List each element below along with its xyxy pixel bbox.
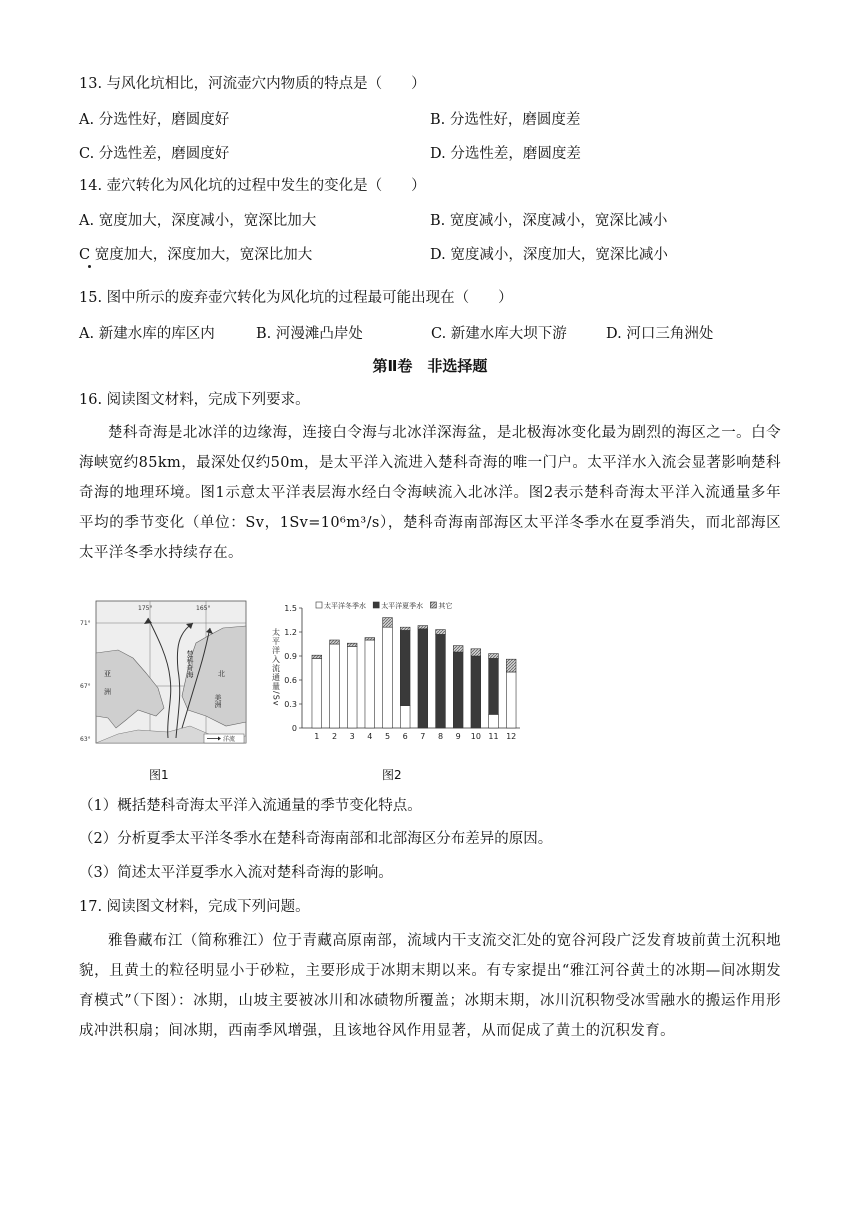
q14-option-b[interactable]: B. 宽度减小，深度减小，宽深比减小	[430, 213, 668, 229]
bar-winter	[330, 644, 340, 728]
q13-option-d[interactable]: D. 分选性差，磨圆度差	[430, 146, 581, 162]
bar-summer	[453, 652, 463, 728]
x-tick-label: 8	[437, 732, 444, 741]
q16-passage	[79, 418, 781, 568]
q14-option-d[interactable]: D. 宽度减小，深度加大，宽深比减小	[430, 247, 668, 263]
q16-sub1: （1）概括楚科奇海太平洋入流通量的季节变化特点。	[79, 798, 422, 814]
bar-other	[383, 618, 393, 628]
y-axis-label: 太平洋入流通量/Sv	[271, 628, 281, 707]
q13-stem: 13. 与风化坑相比，河流壶穴内物质的特点是（ ）	[79, 76, 426, 92]
bar-other	[489, 654, 499, 659]
y-tick-label: 1.5	[284, 604, 297, 613]
bar-other	[471, 649, 481, 656]
q16-stem: 16. 阅读图文材料，完成下列要求。	[79, 392, 310, 408]
x-tick-label: 7	[420, 732, 426, 741]
bar-winter	[489, 714, 499, 728]
q14-option-a[interactable]: A. 宽度加大，深度减小，宽深比加大	[79, 213, 317, 229]
stray-dot	[88, 265, 91, 268]
lon-label-175: 175°	[138, 605, 153, 612]
bar-other	[347, 643, 357, 646]
lat-label-63: 63°	[80, 736, 91, 743]
q15-option-b[interactable]: B. 河漫滩凸岸处	[256, 326, 363, 342]
q17-stem: 17. 阅读图文材料，完成下列问题。	[79, 899, 310, 915]
legend-label: 太平洋冬季水	[324, 602, 366, 610]
y-tick-label: 0.9	[284, 652, 297, 661]
bar-summer	[418, 629, 428, 728]
bar-other	[312, 655, 322, 658]
x-tick-label: 4	[367, 732, 373, 741]
x-tick-label: 12	[506, 732, 517, 741]
q13-option-a[interactable]: A. 分选性好，磨圆度好	[79, 112, 230, 128]
fig2-caption: 图2	[382, 768, 402, 782]
q13-option-b[interactable]: B. 分选性好，磨圆度差	[430, 112, 581, 128]
lat-label-71: 71°	[80, 620, 91, 627]
x-tick-label: 3	[349, 732, 355, 741]
y-tick-label: 0	[291, 724, 297, 733]
q15-option-c[interactable]: C. 新建水库大坝下游	[431, 326, 567, 342]
q15-option-d[interactable]: D. 河口三角洲处	[606, 326, 714, 342]
legend-swatch	[430, 602, 436, 608]
bar-summer	[400, 630, 410, 705]
map-label-chukchi-sea: 楚科奇海	[186, 650, 194, 678]
bar-other	[330, 640, 340, 644]
bar-summer	[489, 658, 499, 714]
map-label-na-2: 美洲	[214, 694, 222, 708]
q17-passage	[79, 926, 781, 1046]
bar-summer	[436, 634, 446, 728]
map-label-na-1: 北	[218, 670, 225, 678]
legend-swatch	[373, 602, 379, 608]
legend-label: 太平洋夏季水	[381, 602, 424, 610]
bar-other	[453, 646, 463, 652]
y-tick-label: 0.3	[284, 700, 297, 709]
x-tick-label: 6	[402, 732, 408, 741]
legend-swatch	[316, 602, 322, 608]
q13-option-c[interactable]: C. 分选性差，磨圆度好	[79, 146, 230, 162]
q16-sub2: （2）分析夏季太平洋冬季水在楚科奇海南部和北部海区分布差异的原因。	[79, 831, 553, 847]
bar-other	[436, 630, 446, 635]
q14-option-c[interactable]: C 宽度加大，深度加大，宽深比加大	[79, 247, 313, 263]
x-tick-label: 11	[488, 732, 499, 741]
section-title: 第Ⅱ卷 非选择题	[372, 357, 488, 375]
q17-passage-text: 雅鲁藏布江（简称雅江）位于青藏高原南部，流域内干支流交汇处的宽谷河段广泛发育坡前黄土沉积地貌，且黄土的粒径明显小于砂粒，主要形成于冰期末期以来。有专家提出“雅江河谷黄土的冰期—间冰期发育模式”（下图）：冰期，山坡主要被冰川和冰碛物所覆盖；冰期末期，冰川沉积物受冰雪融水的搬运作用形成冲洪积扇；间冰期，西南季风增强，且该地谷风作用显著，从而促成了黄土的沉积发育。	[79, 933, 781, 1039]
lat-label-67: 67°	[80, 683, 91, 690]
x-tick-label: 2	[331, 732, 338, 741]
q16-sub3: （3）简述太平洋夏季水入流对楚科奇海的影响。	[79, 865, 393, 881]
bar-other	[365, 638, 375, 640]
legend-label: 其它	[438, 602, 453, 610]
bar-other	[418, 626, 428, 629]
bar-winter	[312, 658, 322, 728]
map-label-asia-2: 洲	[104, 688, 111, 696]
x-tick-label: 10	[470, 732, 481, 741]
bar-winter	[383, 627, 393, 728]
figure-1-map	[78, 598, 248, 748]
bar-winter	[347, 646, 357, 728]
bar-winter	[400, 706, 410, 728]
q14-stem: 14. 壶穴转化为风化坑的过程中发生的变化是（ ）	[79, 178, 426, 194]
q16-passage-text: 楚科奇海是北冰洋的边缘海，连接白令海与北冰洋深海盆，是北极海冰变化最为剧烈的海区之一。白令海峡宽约85km，最深处仅约50m，是太平洋入流进入楚科奇海的唯一门户。太平洋水入流会显著影响楚科奇海的地理环境。图1示意太平洋表层海水经白令海峡流入北冰洋。图2表示楚科奇海太平洋入流通量多年平均的季节变化（单位：Sv，1Sv=10⁶m³/s），楚科奇海南部海区太平洋冬季水在夏季消失，而北部海区太平洋冬季水持续存在。	[79, 425, 781, 561]
q15-stem: 15. 图中所示的废弃壶穴转化为风化坑的过程最可能出现在（ ）	[79, 290, 513, 306]
lon-label-165: 165°	[196, 605, 211, 612]
bar-winter	[365, 640, 375, 728]
bar-summer	[471, 656, 481, 728]
bar-other	[400, 627, 410, 630]
x-tick-label: 1	[314, 732, 320, 741]
x-tick-label: 9	[455, 732, 461, 741]
x-tick-label: 5	[384, 732, 391, 741]
figure-2-chart	[262, 598, 530, 754]
map-legend-label: 洋流	[223, 736, 236, 743]
fig1-caption: 图1	[149, 768, 169, 782]
y-tick-label: 1.2	[284, 628, 297, 637]
bar-winter	[506, 672, 516, 728]
y-tick-label: 0.6	[284, 676, 297, 685]
map-label-asia-1: 亚	[104, 670, 111, 678]
chart-svg	[262, 598, 530, 754]
bar-other	[506, 659, 516, 672]
map-svg	[78, 598, 248, 748]
q15-option-a[interactable]: A. 新建水库的库区内	[79, 326, 215, 342]
